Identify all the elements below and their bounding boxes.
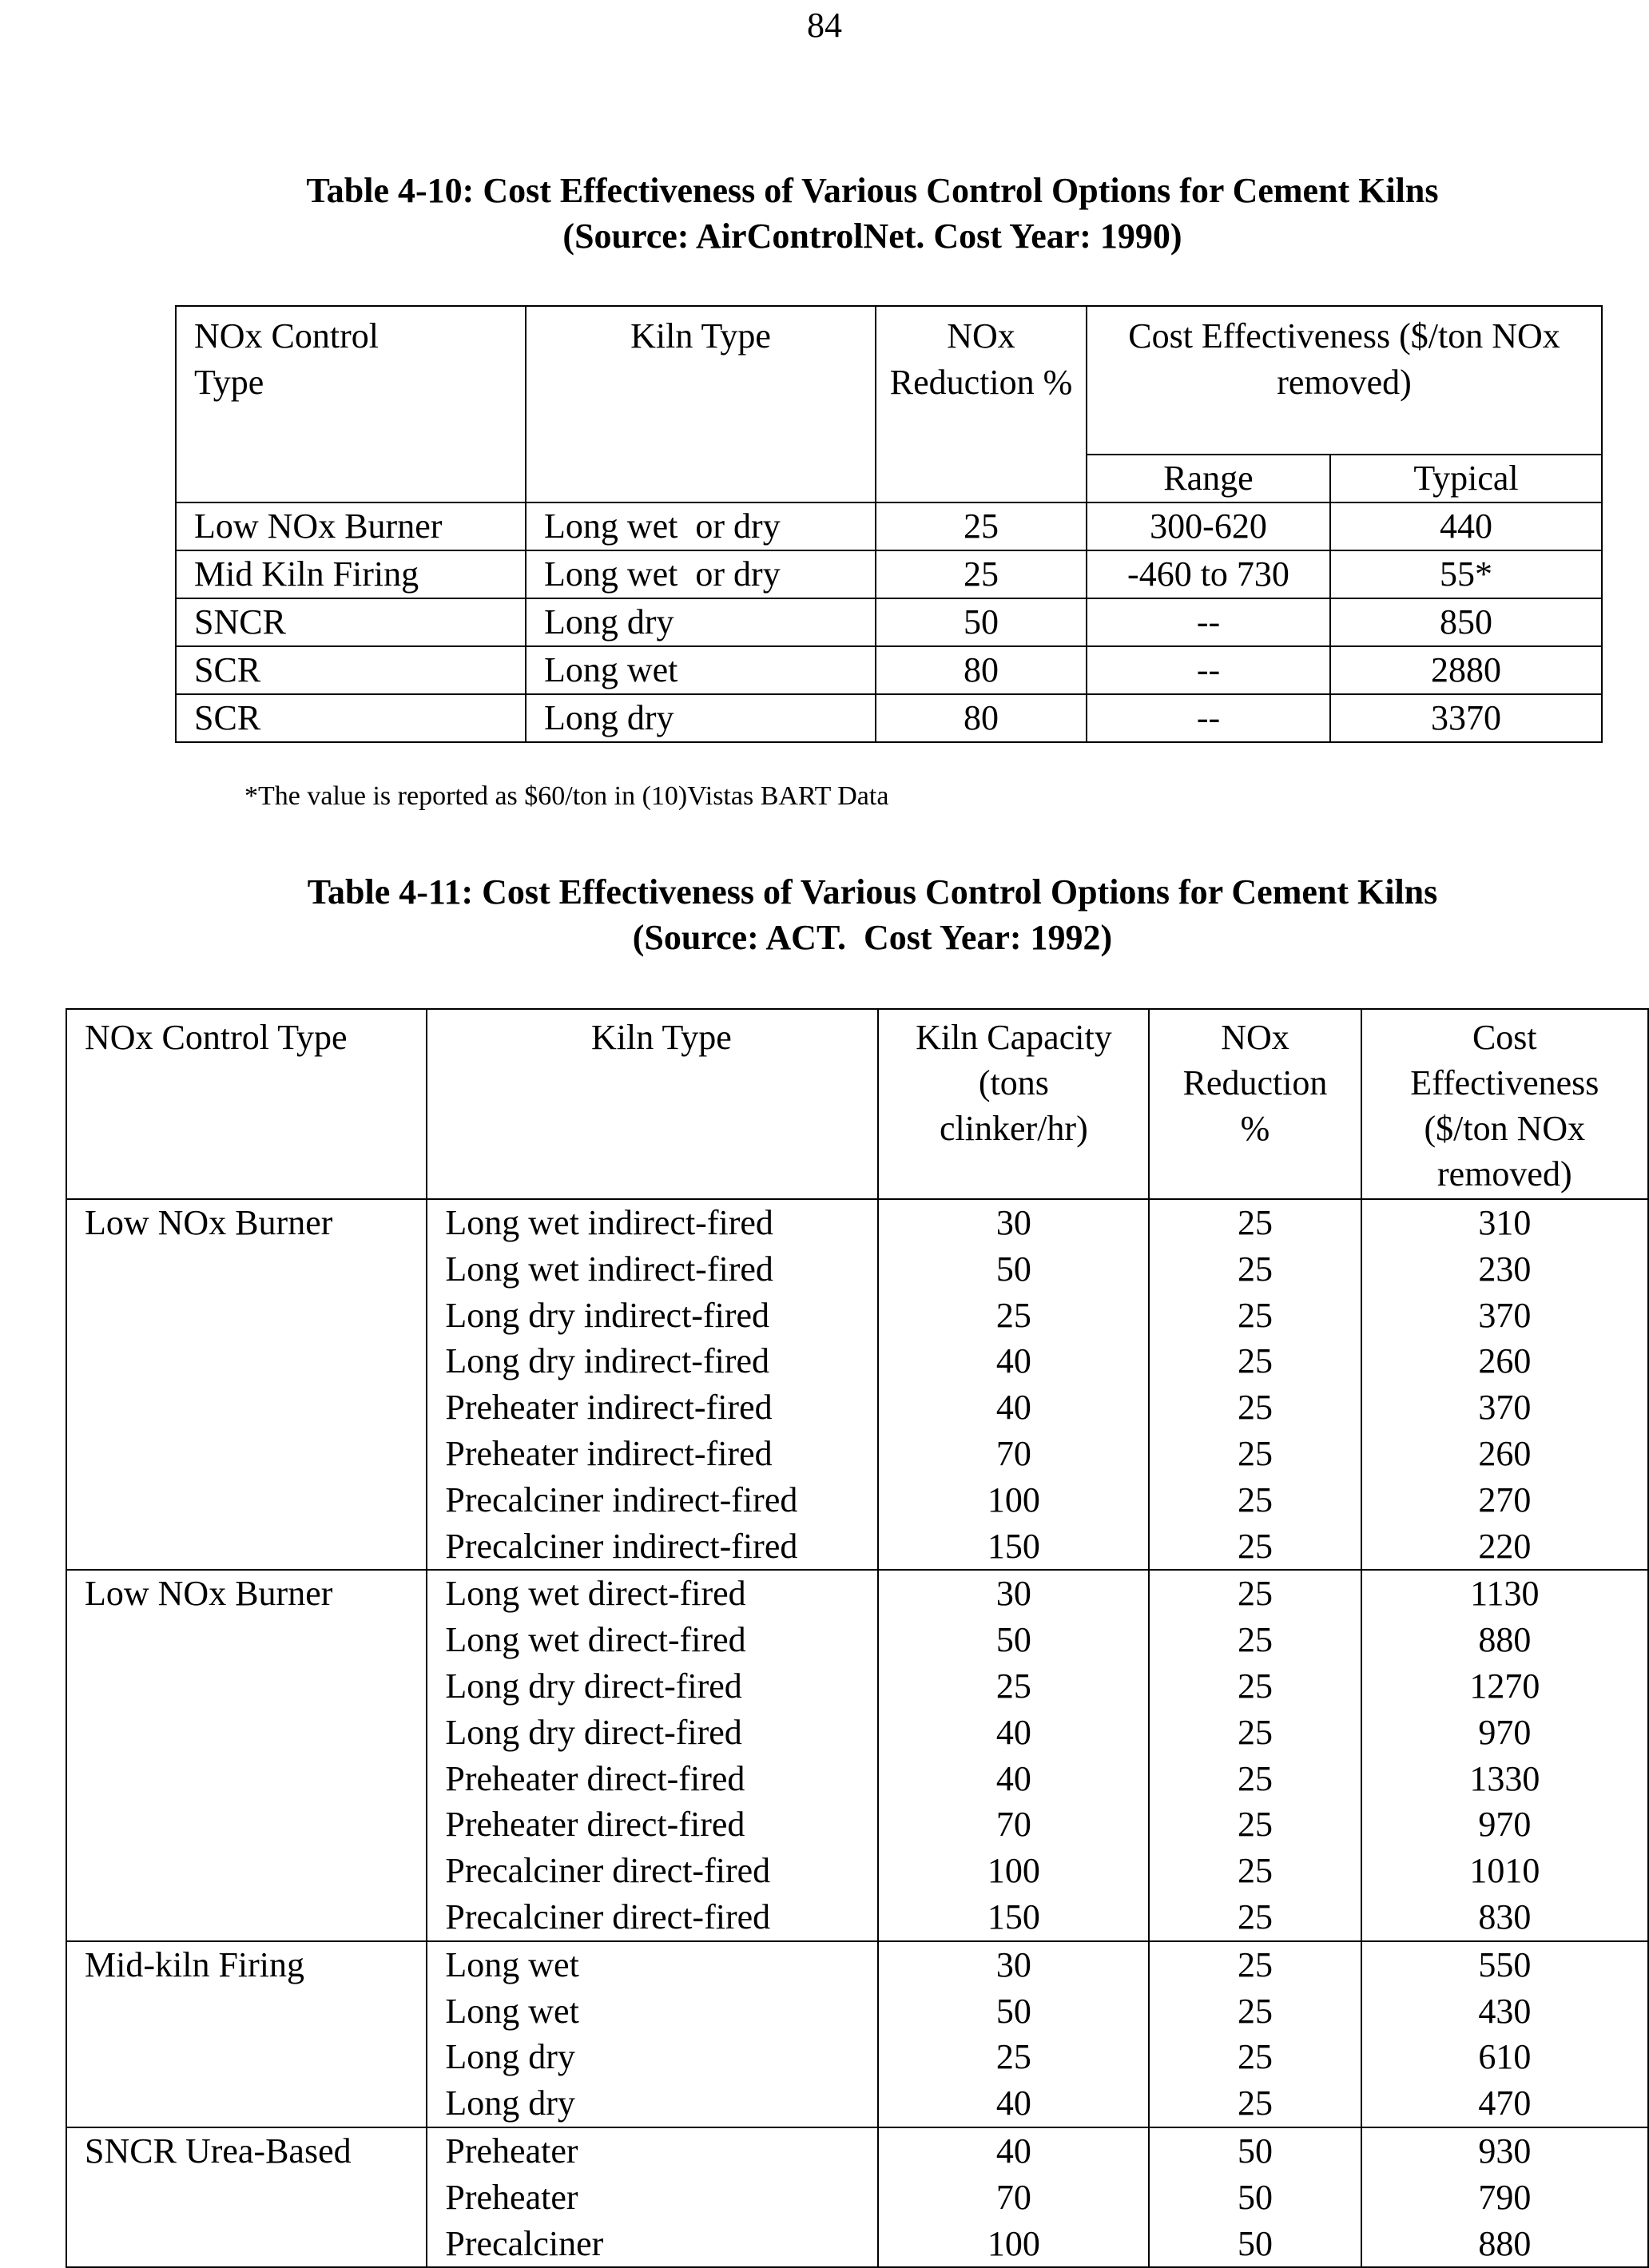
cell-kiln-capacity: 70 [995,2177,1031,2217]
cell-kiln-type-column [427,1199,878,1570]
cell-cost-effectiveness: 1330 [1469,1758,1540,1798]
cell-range: -- [1087,694,1330,742]
cell-typical: 55* [1330,550,1602,598]
cell-kiln-type: Long dry indirect-fired [445,1341,770,1381]
cell-range: -- [1087,646,1330,694]
cell-control-type: SCR [176,694,526,742]
cell-kiln-type: Precalciner indirect-fired [445,1526,798,1566]
header-nox-reduction: NOx Reduction % [876,306,1087,502]
cell-kiln-type: Long wet indirect-fired [445,1203,773,1242]
cell-cost-effectiveness: 260 [1478,1433,1532,1473]
cell-nox-reduction: 25 [1238,1851,1273,1891]
cell-kiln-capacity-column [878,1941,1149,2127]
cell-nox-reduction: 25 [1238,1249,1273,1289]
cell-kiln-type: Preheater indirect-fired [445,1388,773,1428]
table-row [176,550,1602,598]
cell-cost-effectiveness: 880 [1478,2223,1532,2263]
cell-range: -460 to 730 [1087,550,1330,598]
cell-kiln-capacity: 40 [995,1388,1031,1428]
cell-cost-effectiveness: 1270 [1469,1666,1540,1706]
cell-nox-reduction: 25 [1238,1666,1273,1706]
cell-cost-effectiveness: 470 [1478,2083,1532,2123]
cell-kiln-capacity-column [878,1570,1149,1940]
header-typical: Typical [1330,455,1602,502]
cell-kiln-capacity: 25 [995,1295,1031,1335]
cell-nox-reduction: 80 [876,694,1087,742]
cell-kiln-capacity: 40 [995,1341,1031,1381]
cell-kiln-type: Long dry [445,2037,575,2077]
cell-cost-effectiveness: 260 [1478,1341,1532,1381]
cell-nox-reduction: 80 [876,646,1087,694]
cell-nox-reduction: 25 [1238,1897,1273,1936]
cell-typical: 3370 [1330,694,1602,742]
cell-cost-effectiveness: 270 [1478,1480,1532,1519]
cell-control-type: SNCR Urea-Based [66,2127,427,2267]
cell-nox-reduction: 25 [1238,1758,1273,1798]
header-control-type: NOx Control Type [66,1009,427,1199]
cell-nox-reduction: 25 [1238,1944,1273,1984]
header-nox-reduction: NOx Reduction % [1149,1009,1361,1199]
cell-kiln-type: Long dry indirect-fired [445,1295,770,1335]
cell-control-type: Low NOx Burner [66,1570,427,1940]
table-footnote: *The value is reported as $60/ton in (10)Vistas BART Data [244,781,889,811]
cell-nox-reduction: 25 [1238,2083,1273,2123]
cell-nox-reduction-column [1149,1199,1361,1570]
caption-title: Table 4-11: Cost Effectiveness of Various Control Options for Cement Kilns [307,872,1438,912]
cell-kiln-type: Long wet or dry [526,550,876,598]
cell-kiln-type: Long dry [526,694,876,742]
cell-nox-reduction: 25 [876,502,1087,550]
table-4-11-caption [48,869,1649,960]
cell-nox-reduction: 25 [1238,1295,1273,1335]
cell-control-type: SNCR [176,598,526,646]
cell-nox-reduction: 25 [1238,1526,1273,1566]
cell-nox-reduction: 25 [1238,1805,1273,1845]
cell-kiln-capacity: 40 [995,1758,1031,1798]
cell-kiln-type: Preheater [445,2177,578,2217]
cell-kiln-capacity: 50 [995,1249,1031,1289]
cell-cost-effectiveness: 880 [1478,1620,1532,1660]
cell-nox-reduction: 25 [1238,1480,1273,1519]
cell-cost-effectiveness: 220 [1478,1526,1532,1566]
cell-kiln-capacity: 30 [995,1574,1031,1614]
cell-kiln-capacity-column [878,2127,1149,2267]
cell-cost-effectiveness-column [1361,1199,1648,1570]
table-row-group [66,1570,1648,1940]
cell-kiln-capacity: 150 [987,1897,1040,1936]
cell-nox-reduction: 50 [1238,2223,1273,2263]
cell-kiln-capacity: 30 [995,1944,1031,1984]
cell-nox-reduction: 25 [1238,1203,1273,1242]
table-4-11 [66,1008,1649,2268]
cell-nox-reduction: 25 [1238,1991,1273,2031]
cell-nox-reduction: 25 [1238,1433,1273,1473]
table-row-group [66,2127,1648,2267]
caption-source: (Source: ACT. Cost Year: 1992) [632,918,1113,957]
cell-range: 300-620 [1087,502,1330,550]
cell-nox-reduction-column [1149,1941,1361,2127]
cell-cost-effectiveness: 370 [1478,1295,1532,1335]
cell-kiln-type: Long wet direct-fired [445,1574,746,1614]
cell-kiln-type: Long wet [526,646,876,694]
cell-cost-effectiveness: 830 [1478,1897,1532,1936]
table-row [176,694,1602,742]
cell-cost-effectiveness: 970 [1478,1805,1532,1845]
cell-nox-reduction: 25 [1238,2037,1273,2077]
cell-kiln-capacity: 100 [987,2223,1040,2263]
cell-kiln-type: Precalciner direct-fired [445,1851,771,1891]
cell-kiln-capacity: 40 [995,2083,1031,2123]
cell-kiln-capacity: 30 [995,1203,1031,1242]
cell-nox-reduction-column [1149,1570,1361,1940]
cell-range: -- [1087,598,1330,646]
cell-cost-effectiveness: 310 [1478,1203,1532,1242]
cell-control-type: Low NOx Burner [66,1199,427,1570]
cell-cost-effectiveness: 790 [1478,2177,1532,2217]
cell-nox-reduction: 25 [1238,1712,1273,1752]
cell-kiln-capacity: 100 [987,1480,1040,1519]
cell-nox-reduction: 25 [1238,1341,1273,1381]
cell-cost-effectiveness-column [1361,2127,1648,2267]
page-number: 84 [807,6,842,45]
cell-kiln-type: Long wet [445,1991,579,2031]
cell-cost-effectiveness: 610 [1478,2037,1532,2077]
cell-kiln-type: Long wet or dry [526,502,876,550]
header-kiln-capacity: Kiln Capacity (tons clinker/hr) [878,1009,1149,1199]
cell-nox-reduction: 25 [876,550,1087,598]
cell-kiln-type: Long wet [445,1944,579,1984]
cell-kiln-capacity-column [878,1199,1149,1570]
cell-kiln-capacity: 40 [995,2131,1031,2171]
table-row-group [66,1199,1648,1570]
table-row [176,598,1602,646]
cell-cost-effectiveness: 930 [1478,2131,1532,2171]
cell-kiln-type-column [427,1941,878,2127]
cell-control-type: Mid Kiln Firing [176,550,526,598]
table-4-10 [175,305,1603,743]
cell-cost-effectiveness-column [1361,1570,1648,1940]
cell-cost-effectiveness: 370 [1478,1388,1532,1428]
cell-control-type: SCR [176,646,526,694]
cell-kiln-type: Preheater [445,2131,578,2171]
cell-kiln-capacity: 70 [995,1805,1031,1845]
table-4-10-caption [48,168,1649,259]
caption-source: (Source: AirControlNet. Cost Year: 1990) [562,216,1182,256]
cell-nox-reduction-column [1149,2127,1361,2267]
cell-kiln-capacity: 70 [995,1433,1031,1473]
header-cost-effectiveness: Cost Effectiveness ($/ton NOx removed) [1361,1009,1648,1199]
cell-kiln-capacity: 25 [995,2037,1031,2077]
cell-kiln-type: Long dry direct-fired [445,1666,742,1706]
cell-kiln-type: Preheater indirect-fired [445,1433,773,1473]
cell-nox-reduction: 25 [1238,1620,1273,1660]
cell-kiln-type-column [427,2127,878,2267]
table-row-group [66,1941,1648,2127]
cell-cost-effectiveness: 550 [1478,1944,1532,1984]
cell-kiln-type: Long dry direct-fired [445,1712,742,1752]
cell-kiln-type: Preheater direct-fired [445,1805,745,1845]
cell-cost-effectiveness: 970 [1478,1712,1532,1752]
cell-cost-effectiveness: 1130 [1470,1574,1540,1614]
caption-title: Table 4-10: Cost Effectiveness of Various Control Options for Cement Kilns [306,171,1439,210]
cell-kiln-type: Preheater direct-fired [445,1758,745,1798]
cell-kiln-type: Precalciner [445,2223,604,2263]
table-row [176,502,1602,550]
cell-nox-reduction: 50 [1238,2131,1273,2171]
header-cost-effectiveness: Cost Effectiveness ($/ton NOx removed) [1087,306,1602,455]
cell-kiln-type: Precalciner indirect-fired [445,1480,798,1519]
cell-typical: 2880 [1330,646,1602,694]
cell-nox-reduction: 25 [1238,1574,1273,1614]
header-kiln-type: Kiln Type [427,1009,878,1199]
cell-cost-effectiveness-column [1361,1941,1648,2127]
header-kiln-type: Kiln Type [526,306,876,502]
header-control-type: NOx Control Type [176,306,526,502]
cell-nox-reduction: 25 [1238,1388,1273,1428]
cell-typical: 440 [1330,502,1602,550]
cell-kiln-capacity: 50 [995,1620,1031,1660]
cell-nox-reduction: 50 [876,598,1087,646]
cell-kiln-capacity: 40 [995,1712,1031,1752]
cell-kiln-capacity: 25 [995,1666,1031,1706]
cell-cost-effectiveness: 430 [1478,1991,1532,2031]
cell-kiln-type: Long wet indirect-fired [445,1249,773,1289]
cell-nox-reduction: 50 [1238,2177,1273,2217]
cell-kiln-type-column [427,1570,878,1940]
cell-cost-effectiveness: 230 [1478,1249,1532,1289]
cell-kiln-type: Long dry [445,2083,575,2123]
table-row [176,646,1602,694]
cell-kiln-capacity: 150 [987,1526,1040,1566]
header-range: Range [1087,455,1330,502]
cell-kiln-type: Long wet direct-fired [445,1620,746,1660]
cell-cost-effectiveness: 1010 [1469,1851,1540,1891]
cell-control-type: Low NOx Burner [176,502,526,550]
cell-kiln-type: Precalciner direct-fired [445,1897,771,1936]
cell-kiln-capacity: 50 [995,1991,1031,2031]
cell-kiln-capacity: 100 [987,1851,1040,1891]
cell-kiln-type: Long dry [526,598,876,646]
cell-control-type: Mid-kiln Firing [66,1941,427,2127]
cell-typical: 850 [1330,598,1602,646]
